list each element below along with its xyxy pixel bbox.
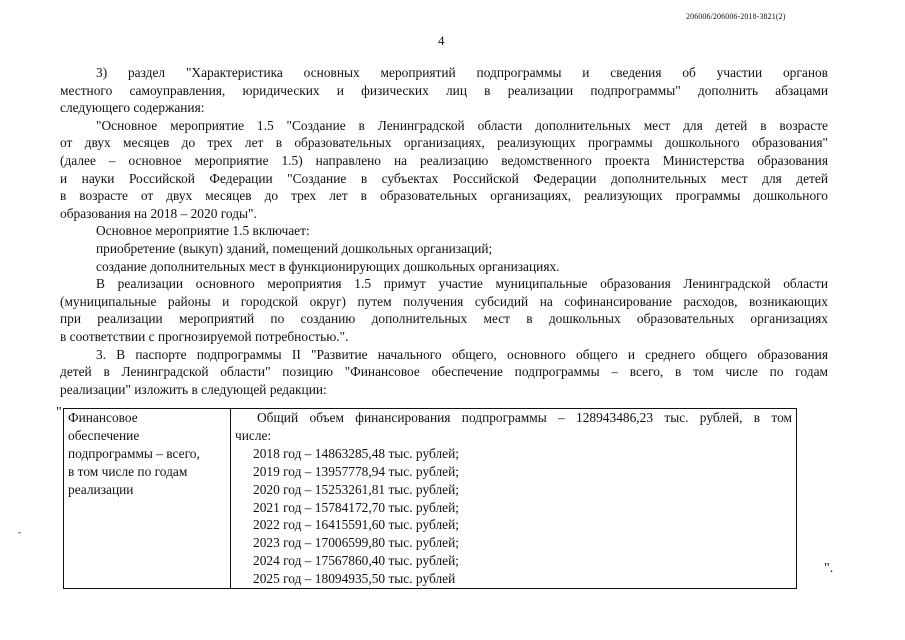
label-line: подпрограммы – всего, [68,445,200,461]
year-amount: 2020 год – 15253261,81 тыс. рублей; [253,481,459,497]
paragraph-line: и науки Российской Федерации "Создание в субъектах Российской Федерации дополнительных мест для детей [60,170,828,186]
paragraph-line: приобретение (выкуп) зданий, помещений дошкольных организаций; [96,240,493,256]
year-amount: 2023 год – 17006599,80 тыс. рублей; [253,535,459,551]
paragraph-line: (далее – основное мероприятие 1.5) направлено на реализацию ведомственного проекта Министерства образования [60,152,828,168]
label-line: обеспечение [68,427,140,443]
closing-quote: ". [824,561,834,576]
body-text [60,64,828,398]
total-financing: Общий объем финансирования подпрограммы – 128943486,23 тыс. рублей, в том [257,410,792,425]
total-financing-cont: числе: [235,427,272,443]
paragraph-line: от двух месяцев до трех лет в образовательных организациях, реализующих программы дошкольного образования" [60,135,828,151]
paragraph-line: В реализации основного мероприятия 1.5 примут участие муниципальные образования Ленинградской области [96,276,828,292]
financing-table [63,408,797,589]
paragraph-line: 3) раздел "Характеристика основных мероприятий подпрограммы и сведения об участии органов [96,65,828,80]
paragraph-line: (муниципальные районы и городской округ) путем получения субсидий на софинансирование расходов, возникающих [60,293,828,309]
paragraph-line: 3. В паспорте подпрограммы II "Развитие начального общего, основного общего и среднего общего образования [96,346,828,362]
year-amount: 2025 год – 18094935,50 тыс. рублей [253,571,456,587]
paragraph-line: при реализации мероприятий по созданию дополнительных мест в дошкольных образовательных организациях [60,311,828,327]
paragraph-line: местного самоуправления, юридических и физических лиц в реализации подпрограммы" дополнить абзацами [60,82,828,98]
year-amount: 2022 год – 16415591,60 тыс. рублей; [253,517,459,533]
paragraph-line: "Основное мероприятие 1.5 "Создание в Ленинградской области дополнительных мест для детей в возрасте [96,117,828,133]
year-amount: 2024 год – 17567860,40 тыс. рублей; [253,553,459,569]
year-amount: 2019 год – 13957778,94 тыс. рублей; [253,463,459,479]
paragraph-line: детей в Ленинградской области" позицию "Финансовое обеспечение подпрограммы – всего, в том числе по годам [60,364,828,380]
table-row [64,409,797,589]
paragraph-line: в соответствии с прогнозируемой потребностью.". [60,328,349,344]
label-line: реализации [68,481,134,497]
year-amount: 2018 год – 14863285,48 тыс. рублей; [253,445,459,461]
opening-quote: " [56,405,62,420]
margin-mark: - [18,527,21,537]
page-number: 4 [438,33,445,48]
year-amount: 2021 год – 15784172,70 тыс. рублей; [253,499,459,515]
label-line: в том числе по годам [68,463,188,479]
paragraph-line: создание дополнительных мест в функционирующих дошкольных организациях. [96,258,560,274]
document-number: 206006/206006-2018-3821(2) [686,12,786,21]
paragraph-line: в возрасте от двух месяцев до трех лет в образовательных организациях, реализующих программы дошкольного [60,188,828,204]
paragraph-line: следующего содержания: [60,100,205,116]
label-line: Финансовое [68,410,138,425]
financing-label-cell [64,409,231,589]
paragraph-line: образования на 2018 – 2020 годы". [60,205,257,221]
financing-values-cell [231,409,797,589]
paragraph-line: Основное мероприятие 1.5 включает: [96,223,310,239]
paragraph-line: реализации" изложить в следующей редакции: [60,381,327,397]
